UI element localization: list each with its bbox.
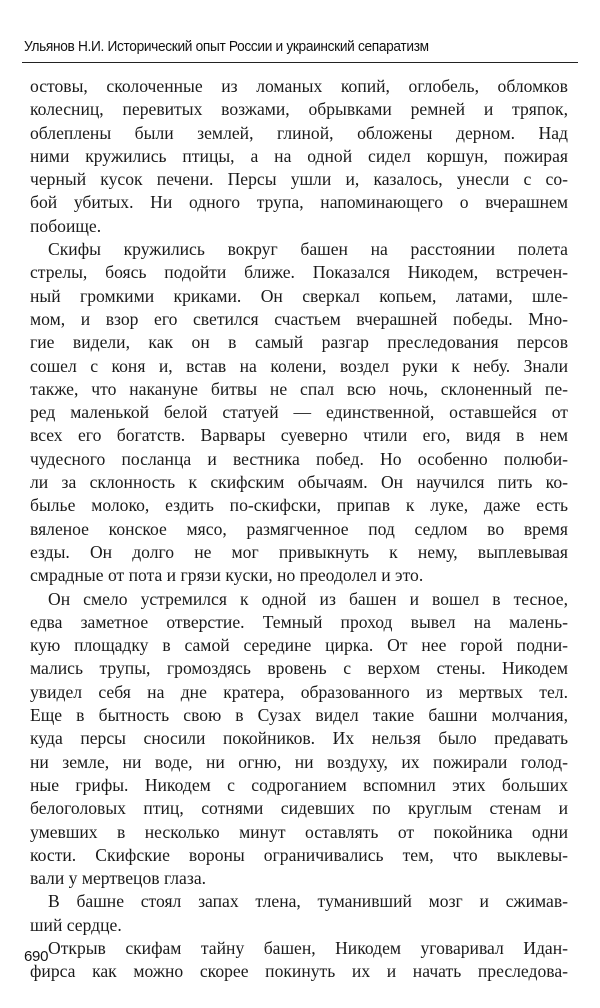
text-line: ные грифы. Никодем с содроганием вспомнил этих больших xyxy=(30,774,568,795)
text-line: вали у мертвецов глаза. xyxy=(30,868,207,889)
text-line: чудесного посланца и вестника побед. Но особенно полюби- xyxy=(30,448,568,469)
text-line: ред маленькой белой статуей — единственной, оставшейся от xyxy=(30,402,568,423)
text-line: ними кружились птицы, а на одной сидел коршун, пожирая xyxy=(30,145,568,166)
text-line: колесниц, перевитых возжами, обрывками ремней и тряпок, xyxy=(30,99,568,120)
text-line: побоище. xyxy=(30,215,102,236)
text-line: В башне стоял запах тлена, туманивший мозг и сжимав- xyxy=(48,891,568,912)
text-line: сошел с коня и, встав на колени, воздел руки к небу. Знали xyxy=(30,355,568,376)
text-line: ший сердце. xyxy=(30,914,122,935)
text-line: мом, и взор его светился счастьем вчерашней победы. Мно- xyxy=(30,308,568,329)
text-line: ни земле, ни воде, ни огню, ни воздуху, их пожирали голод- xyxy=(30,751,568,772)
text-line: остовы, сколоченные из ломаных копий, оглобель, обломков xyxy=(30,76,568,96)
text-line: также, что накануне битвы не спал всю ночь, склоненный пе- xyxy=(30,378,568,399)
text-line: кую площадку в самой середине цирка. От нее горой подни- xyxy=(30,635,568,656)
text-line: фирса как можно скорее покинуть их и начать преследова- xyxy=(30,961,568,982)
text-line: бой убитых. Ни одного трупа, напоминающего о вчерашнем xyxy=(30,192,568,213)
text-line: умевших в несколько минут оставлять от покойника одни xyxy=(30,821,568,842)
text-line: Скифы кружились вокруг башен на расстоянии полета xyxy=(48,239,568,260)
text-line: стрелы, боясь подойти ближе. Показался Никодем, встречен- xyxy=(30,262,568,283)
text-line: мались трупы, громоздясь вровень с верхом стены. Никодем xyxy=(30,658,568,679)
text-line: увидел себя на дне кратера, образованного из мертвых тел. xyxy=(30,681,568,702)
text-line: кости. Скифские вороны ограничивались тем, что выклевы- xyxy=(30,844,568,865)
text-line: былье молоко, ездить по-скифски, припав к луке, даже есть xyxy=(30,495,568,516)
text-line: гие видели, как он в самый разгар преследования персов xyxy=(30,332,568,353)
text-line: Еще в бытность свою в Сузах видел такие башни молчания, xyxy=(30,705,568,726)
text-line: ный громкими криками. Он сверкал копьем, латами, шле- xyxy=(30,285,568,306)
text-line: всех его богатств. Варвары суеверно чтили его, видя в нем xyxy=(30,425,568,446)
text-line: ли за склонность к скифским обычаям. Он научился пить ко- xyxy=(30,472,568,493)
text-line: Открыв скифам тайну башен, Никодем уговаривал Идан- xyxy=(48,937,568,958)
page-number: 690 xyxy=(24,948,49,965)
text-line: едва заметное отверстие. Темный проход вывел на малень- xyxy=(30,611,568,632)
text-line: вяленое конское мясо, размягченное под седлом во время xyxy=(30,518,568,539)
text-line: черный кусок печени. Персы ушли и, казалось, унесли с со- xyxy=(30,169,568,190)
header-rule xyxy=(22,62,578,63)
body-text xyxy=(30,75,568,984)
text-line: куда персы сносили покойников. Их нельзя было предавать xyxy=(30,728,568,749)
running-header: Ульянов Н.И. Исторический опыт России и украинский сепаратизм xyxy=(24,38,429,55)
text-line: Он смело устремился к одной из башен и вошел в тесное, xyxy=(48,588,568,609)
text-line: белоголовых птиц, сотнями сидевших по круглым стенам и xyxy=(30,798,568,819)
text-line: езды. Он долго не мог привыкнуть к нему, выплевывая xyxy=(30,541,568,562)
text-line: облеплены были землей, глиной, обложены дерном. Над xyxy=(30,122,568,143)
text-line: смрадные от пота и грязи куски, но преодолел и это. xyxy=(30,565,424,586)
